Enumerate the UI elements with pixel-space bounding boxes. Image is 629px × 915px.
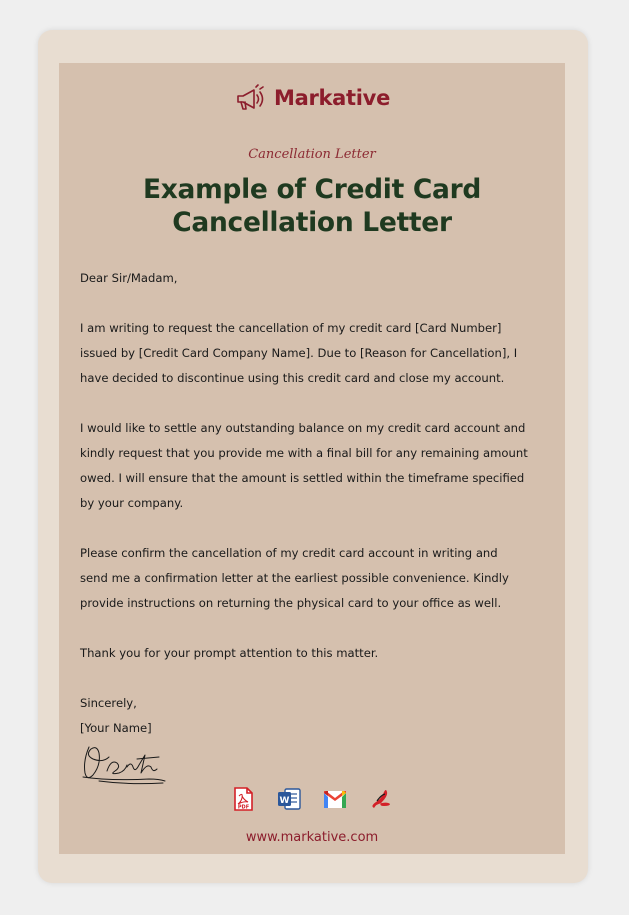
paragraph-3-line: Please confirm the cancellation of my credit card account in writing and	[80, 546, 498, 560]
pdf-label: PDF	[237, 804, 250, 811]
megaphone-icon	[234, 83, 268, 113]
website-link[interactable]: www.markative.com	[245, 830, 379, 845]
gmail-icon[interactable]	[322, 786, 348, 812]
sender-name: [Your Name]	[80, 721, 152, 735]
page-title	[59, 173, 565, 239]
closing: Sincerely,	[80, 696, 137, 710]
word-icon[interactable]	[276, 786, 302, 812]
paragraph-3-line: send me a confirmation letter at the earliest possible convenience. Kindly	[80, 571, 509, 585]
paragraph-2-line: kindly request that you provide me with a final bill for any remaining amount	[80, 446, 528, 460]
adobe-acrobat-icon[interactable]	[368, 786, 394, 812]
paragraph-4: Thank you for your prompt attention to this matter.	[80, 646, 379, 660]
letter-body	[80, 266, 555, 741]
title-line-2: Cancellation Letter	[172, 207, 452, 238]
word-label: W	[279, 796, 290, 806]
paragraph-2-line: owed. I will ensure that the amount is settled within the timeframe specified	[80, 471, 525, 485]
title-line-1: Example of Credit Card	[142, 174, 482, 205]
paragraph-3-line: provide instructions on returning the physical card to your office as well.	[80, 596, 502, 610]
signature	[79, 741, 169, 785]
brand-name: Markative	[273, 86, 391, 110]
paragraph-2-line: by your company.	[80, 496, 184, 510]
paragraph-1-line: I am writing to request the cancellation of my credit card [Card Number]	[80, 321, 502, 335]
salutation: Dear Sir/Madam,	[80, 271, 178, 285]
paragraph-1-line: have decided to discontinue using this credit card and close my account.	[80, 371, 505, 385]
letter-card	[38, 30, 588, 883]
letter-sheet	[59, 63, 565, 854]
paragraph-1-line: issued by [Credit Card Company Name]. Due to [Reason for Cancellation], I	[80, 346, 518, 360]
document-category: Cancellation Letter	[248, 147, 376, 162]
pdf-icon[interactable]	[230, 786, 256, 812]
paragraph-2-line: I would like to settle any outstanding balance on my credit card account and	[80, 421, 526, 435]
download-options	[59, 786, 565, 812]
brand-logo[interactable]	[59, 81, 565, 115]
